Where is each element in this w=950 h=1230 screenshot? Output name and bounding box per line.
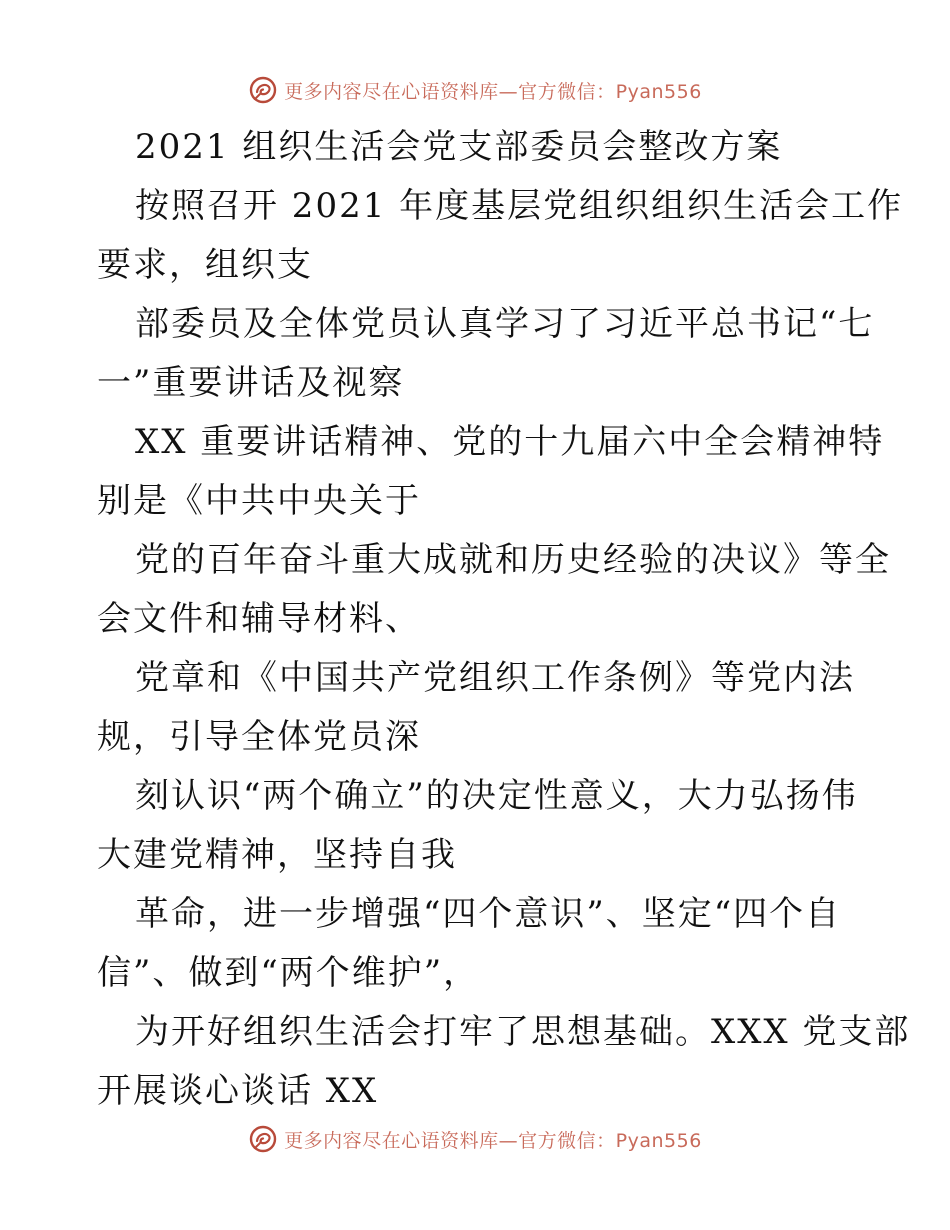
watermark-text: 更多内容尽在心语资料库—官方微信：Pyan556 bbox=[284, 1129, 702, 1152]
paragraph-line: 要求，组织支 bbox=[97, 245, 313, 285]
paragraph-line: 按照召开 2021 年度基层党组织组织生活会工作 bbox=[135, 186, 904, 226]
paragraph-line: 一”重要讲话及视察 bbox=[97, 363, 405, 403]
document-body bbox=[97, 118, 911, 1121]
paragraph-line: 部委员及全体党员认真学习了习近平总书记“七 bbox=[135, 304, 875, 344]
paragraph-line: 革命，进一步增强“四个意识”、坚定“四个自 bbox=[135, 894, 842, 934]
paragraph-line: 开展谈心谈话 XX bbox=[97, 1071, 379, 1111]
watermark-text: 更多内容尽在心语资料库—官方微信：Pyan556 bbox=[284, 80, 702, 103]
paragraph-line: 党的百年奋斗重大成就和历史经验的决议》等全 bbox=[135, 540, 891, 580]
document-title: 2021 组织生活会党支部委员会整改方案 bbox=[135, 127, 783, 167]
rose-seal-icon bbox=[248, 75, 278, 105]
paragraph-line: 会文件和辅导材料、 bbox=[97, 599, 421, 639]
paragraph-line: 刻认识“两个确立”的决定性意义，大力弘扬伟 bbox=[135, 776, 858, 816]
paragraph-line: 大建党精神，坚持自我 bbox=[97, 835, 457, 875]
watermark-banner-top bbox=[0, 70, 950, 110]
paragraph-line: 党章和《中国共产党组织工作条例》等党内法 bbox=[135, 658, 855, 698]
paragraph-line: XX 重要讲话精神、党的十九届六中全会精神特 bbox=[135, 422, 885, 462]
watermark-banner-bottom bbox=[0, 1119, 950, 1159]
paragraph-line: 规，引导全体党员深 bbox=[97, 717, 421, 757]
paragraph-line: 别是《中共中央关于 bbox=[97, 481, 421, 521]
paragraph-line: 信”、做到“两个维护”， bbox=[97, 953, 480, 993]
rose-seal-icon bbox=[248, 1124, 278, 1154]
paragraph-line: 为开好组织生活会打牢了思想基础。XXX 党支部 bbox=[135, 1012, 911, 1052]
